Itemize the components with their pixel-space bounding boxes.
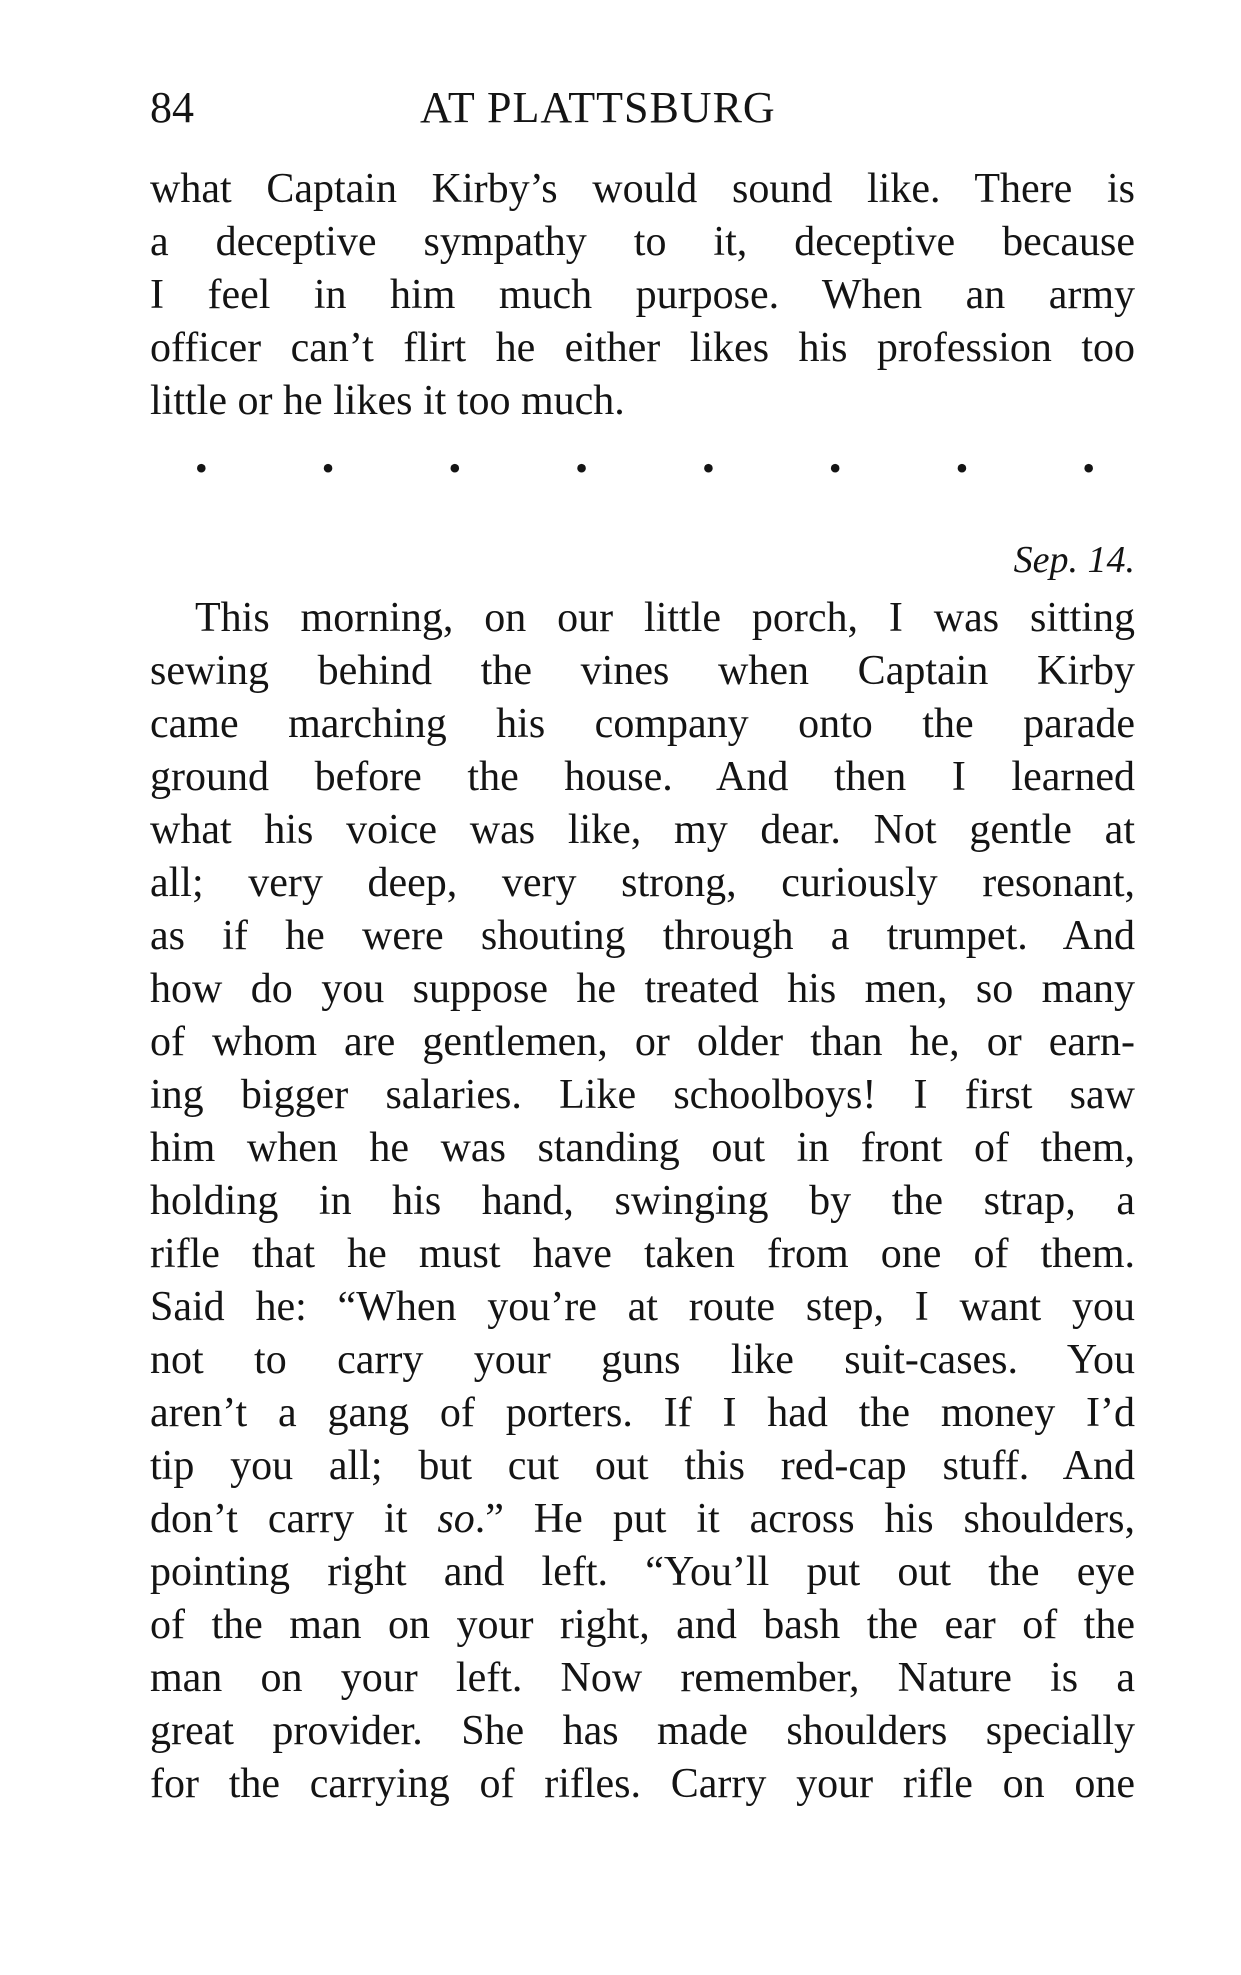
text-line: pointing right and left. “You’ll put out the eye: [150, 1549, 1135, 1595]
text-line: as if he were shouting through a trumpet. And: [150, 913, 1135, 959]
running-head: [150, 78, 1135, 138]
paragraph-continued: [150, 163, 1135, 428]
separator-dot: •: [702, 448, 715, 488]
text-line: for the carrying of rifles. Carry your rifle on one: [150, 1761, 1135, 1807]
text-line: I feel in him much purpose. When an army: [150, 272, 1135, 318]
text-line: little or he likes it too much.: [150, 378, 625, 424]
text-segment: .” He put it across his shoulders,: [474, 1496, 1135, 1542]
separator-dot: •: [1082, 448, 1095, 488]
running-title: AT PLATTSBURG: [420, 83, 776, 132]
paragraph-main: [150, 592, 1135, 1811]
separator-dot: •: [575, 448, 588, 488]
text-segment: don’t carry it: [150, 1496, 438, 1542]
text-line: sewing behind the vines when Captain Kirby: [150, 648, 1135, 694]
text-line: This morning, on our little porch, I was sitting: [195, 595, 1135, 641]
text-line: tip you all; but cut out this red-cap stuff. And: [150, 1443, 1135, 1489]
text-line: of whom are gentlemen, or older than he, or earn-: [150, 1019, 1135, 1065]
emphasized-word: so: [437, 1496, 475, 1542]
letter-dateline: Sep. 14.: [1013, 539, 1135, 581]
separator-dot: •: [195, 448, 208, 488]
text-line: a deceptive sympathy to it, deceptive because: [150, 219, 1135, 265]
section-separator: [195, 448, 1095, 488]
text-line: how do you suppose he treated his men, so many: [150, 966, 1135, 1012]
text-line: rifle that he must have taken from one of them.: [150, 1231, 1135, 1277]
separator-dot: •: [321, 448, 335, 488]
text-line: holding in his hand, swinging by the strap, a: [150, 1178, 1135, 1224]
text-line: ground before the house. And then I learned: [150, 754, 1135, 800]
separator-dot: •: [955, 448, 969, 488]
text-line: all; very deep, very strong, curiously resonant,: [150, 860, 1135, 906]
text-line: ing bigger salaries. Like schoolboys! I first saw: [150, 1072, 1135, 1118]
text-line: him when he was standing out in front of them,: [150, 1125, 1135, 1171]
separator-dot: •: [448, 448, 462, 488]
text-line: came marching his company onto the parade: [150, 701, 1135, 747]
text-line: what his voice was like, my dear. Not gentle at: [150, 807, 1135, 853]
page-number: 84: [150, 83, 194, 132]
text-line: aren’t a gang of porters. If I had the money I’d: [150, 1390, 1135, 1436]
text-line-with-emphasis: [150, 1493, 1135, 1546]
separator-dot: •: [828, 448, 842, 488]
text-line: Said he: “When you’re at route step, I want you: [150, 1284, 1135, 1330]
text-line: man on your left. Now remember, Nature is a: [150, 1655, 1135, 1701]
text-line: great provider. She has made shoulders specially: [150, 1708, 1135, 1754]
text-line: of the man on your right, and bash the ear of the: [150, 1602, 1135, 1648]
text-line: not to carry your guns like suit-cases. You: [150, 1337, 1135, 1383]
text-line: what Captain Kirby’s would sound like. There is: [150, 166, 1135, 212]
text-line: officer can’t flirt he either likes his profession too: [150, 325, 1135, 371]
